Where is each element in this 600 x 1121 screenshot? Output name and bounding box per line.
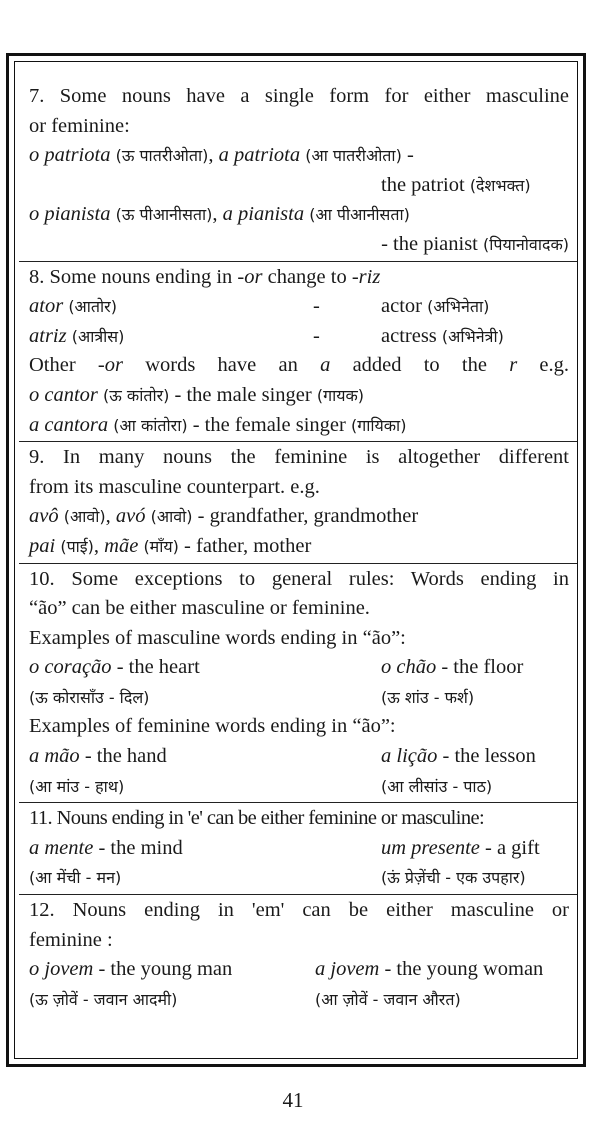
text: added to the (352, 354, 487, 377)
letter: r (509, 354, 518, 377)
suffix: -or (97, 354, 123, 377)
en-meaning: - the male singer (174, 383, 312, 406)
pt-word: avó (115, 505, 146, 528)
en-meaning: - the female singer (192, 413, 346, 436)
s8-row-atriz (29, 322, 569, 352)
s7-line1: 7. Some nouns have a single form for either masculine (29, 85, 569, 107)
hi-translit: (ऊ कांतोर) (103, 385, 170, 405)
en-meaning: - the mind (98, 836, 183, 859)
section-divider (19, 441, 578, 442)
pt-word: o cantor (29, 383, 98, 406)
pt-word: pai (29, 534, 56, 557)
text: change to (267, 265, 347, 288)
hi-gloss: (आ मेंची - मन) (29, 868, 122, 888)
section-divider (19, 894, 578, 895)
hi-translit: (आवो) (150, 507, 193, 527)
pt-word: o chão (381, 656, 437, 679)
s10-fem-row (29, 742, 569, 772)
s9-line1: 9. In many nouns the feminine is altogether different (29, 446, 569, 469)
hi-translit: (आत्रीस) (71, 326, 125, 346)
hi-gloss: (आ ज़ोवें - जवान औरत) (315, 989, 461, 1009)
grammar-content (29, 82, 569, 1014)
hi-gloss: (ऊ शांउ - फर्श) (381, 687, 475, 707)
page-border (6, 53, 586, 1067)
hi-meaning: (गायिका) (350, 415, 407, 435)
en-meaning: - the young woman (384, 958, 544, 981)
second-column (381, 742, 536, 772)
dash: - (313, 324, 320, 347)
meaning (381, 322, 504, 352)
s7-example1-meaning (29, 171, 569, 201)
pt-word: atriz (29, 324, 67, 347)
pt-word: ator (29, 295, 64, 318)
pt-word: a mente (29, 836, 94, 859)
pt-word: a jovem (315, 958, 380, 981)
meaning (381, 292, 489, 322)
text: Other (29, 354, 76, 377)
s8-other-line (29, 351, 569, 381)
en-meaning: - the young man (98, 958, 233, 981)
en-meaning: actress (381, 324, 437, 347)
dash: - (313, 295, 320, 318)
s11-row (29, 834, 569, 864)
s10-masc-row (29, 653, 569, 683)
hi-translit: (ऊ पातरीओता) (115, 146, 209, 166)
hi-gloss: (ऊं प्रेज़ेंची - एक उपहार) (381, 868, 526, 888)
second-column (381, 653, 523, 683)
s10-fem-heading: Examples of feminine words ending in “ão”: (29, 715, 396, 738)
s8-row-cantora (29, 411, 569, 441)
s11-line1: 11. Nouns ending in 'e' can be either feminine or masculine: (29, 807, 485, 830)
comma: , (93, 534, 100, 557)
s12-line2: feminine : (29, 928, 113, 951)
s9-row-avo (29, 502, 569, 532)
s10-masc-hindi-row (29, 683, 569, 713)
letter: a (320, 354, 331, 377)
s12-row (29, 955, 569, 985)
comma: , (105, 505, 111, 528)
pt-word: a lição (381, 745, 438, 768)
s10-fem-hindi-row (29, 772, 569, 802)
hi-meaning: (अभिनेत्री) (441, 326, 504, 346)
second-column (315, 955, 543, 985)
hi-meaning: (पियानोवादक) (483, 234, 569, 254)
pt-word: o coração (29, 656, 112, 679)
en-meaning: - a gift (485, 836, 540, 859)
pt-word: a pianista (222, 203, 305, 226)
pt-word: o patriota (29, 144, 111, 167)
s7-line2: or feminine: (29, 114, 130, 137)
comma: , (208, 144, 214, 167)
pt-word: a cantora (29, 413, 109, 436)
hi-meaning: (अभिनेता) (427, 297, 490, 317)
second-column (381, 834, 540, 864)
pt-word: um presente (381, 836, 480, 859)
text: e.g. (539, 354, 570, 377)
page-inner-border (14, 61, 578, 1059)
suffix: -or (237, 265, 263, 288)
en-meaning: - the hand (84, 745, 167, 768)
s8-line1 (29, 263, 569, 293)
hi-gloss: (ऊ कोरासाँउ - दिल) (29, 687, 150, 707)
en-meaning: - the floor (441, 656, 524, 679)
pt-word: a patriota (218, 144, 301, 167)
s10-masc-heading: Examples of masculine words ending in “ão”: (29, 626, 406, 649)
text: words have an (145, 354, 298, 377)
page-number: 41 (282, 1088, 304, 1112)
hi-translit: (आ कांतोरा) (113, 415, 188, 435)
s8-row-ator (29, 292, 569, 322)
comma: , (212, 203, 218, 226)
hi-meaning: (गायक) (316, 385, 365, 405)
en-meaning: - the lesson (442, 745, 536, 768)
s12-line1: 12. Nouns ending in 'em' can be either masculine or (29, 899, 569, 922)
s7-example2-meaning (29, 230, 569, 260)
hi-translit: (आतोर) (68, 297, 117, 317)
dash: - (406, 144, 414, 167)
s9-row-pai (29, 532, 569, 562)
s10-line1: 10. Some exceptions to general rules: Words ending in (29, 567, 569, 590)
hi-gloss: (ऊ ज़ोवें - जवान आदमी) (29, 989, 178, 1009)
en-meaning: actor (381, 295, 422, 318)
pt-word: mãe (104, 534, 139, 557)
section-divider (19, 563, 578, 564)
pt-word: avô (29, 505, 59, 528)
text: 8. Some nouns ending in (29, 265, 233, 288)
pt-word: o jovem (29, 958, 94, 981)
en-meaning: - the pianist (381, 232, 478, 255)
hi-gloss: (आ मांउ - हाथ) (29, 776, 125, 796)
section-divider (19, 802, 578, 803)
suffix: -riz (351, 265, 381, 288)
s7-example1 (29, 141, 569, 171)
en-meaning: the patriot (381, 173, 465, 196)
s12-hindi-row (29, 985, 569, 1015)
s7-example2 (29, 200, 569, 230)
hi-translit: (माँय) (143, 536, 179, 556)
en-meaning: - the heart (116, 656, 200, 679)
s10-line2: “ão” can be either masculine or feminine. (29, 597, 370, 620)
hi-translit: (आ पीआनीसता) (309, 205, 410, 225)
pt-word: a mão (29, 745, 80, 768)
pt-word: o pianista (29, 203, 111, 226)
hi-gloss: (आ लीसांउ - पाठ) (381, 776, 493, 796)
hi-translit: (पाई) (60, 536, 94, 556)
hi-translit: (आवो) (63, 507, 106, 527)
hi-translit: (ऊ पीआनीसता) (115, 205, 213, 225)
hi-meaning: (देशभक्त) (469, 175, 531, 195)
en-meaning: - grandfather, grandmother (197, 505, 419, 528)
s9-line2: from its masculine counterpart. e.g. (29, 475, 320, 498)
hi-translit: (आ पातरीओता) (305, 146, 402, 166)
s11-hindi-row (29, 863, 569, 893)
en-meaning: - father, mother (184, 534, 312, 557)
section-divider (19, 261, 578, 262)
s8-row-cantor (29, 381, 569, 411)
